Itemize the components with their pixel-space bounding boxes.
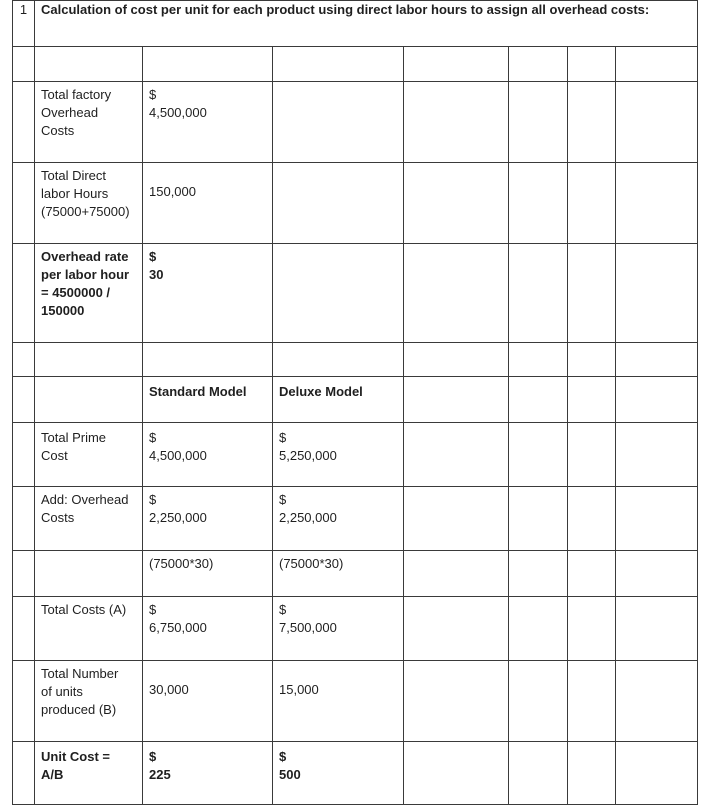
labor-hours-row — [13, 163, 698, 244]
overhead-value: $ 4,500,000 — [143, 82, 273, 163]
units-label: Total Number of units produced (B) — [35, 661, 143, 742]
overhead-costs-row — [13, 487, 698, 551]
overhead-costs-standard: $ 2,250,000 — [143, 487, 273, 551]
overhead-rate-row — [13, 244, 698, 343]
unit-cost-row — [13, 742, 698, 805]
unit-cost-standard: $ 225 — [143, 742, 273, 805]
deluxe-model-header: Deluxe Model — [273, 377, 404, 423]
prime-cost-row — [13, 423, 698, 487]
units-row — [13, 661, 698, 742]
prime-cost-deluxe: $ 5,250,000 — [273, 423, 404, 487]
overhead-calc-deluxe: (75000*30) — [273, 551, 404, 597]
model-header-row — [13, 377, 698, 423]
unit-cost-deluxe: $ 500 — [273, 742, 404, 805]
unit-cost-label: Unit Cost = A/B — [35, 742, 143, 805]
labor-hours-value: 150,000 — [143, 163, 273, 244]
labor-hours-label: Total Direct labor Hours (75000+75000) — [35, 163, 143, 244]
units-standard: 30,000 — [143, 661, 273, 742]
cost-table — [12, 0, 698, 805]
total-costs-standard: $ 6,750,000 — [143, 597, 273, 661]
total-costs-deluxe: $ 7,500,000 — [273, 597, 404, 661]
standard-model-header: Standard Model — [143, 377, 273, 423]
overhead-costs-label: Add: Overhead Costs — [35, 487, 143, 551]
empty-row — [13, 343, 698, 377]
prime-cost-label: Total Prime Cost — [35, 423, 143, 487]
units-deluxe: 15,000 — [273, 661, 404, 742]
row-number: 1 — [13, 1, 35, 47]
overhead-rate-label: Overhead rate per labor hour = 4500000 / 150000 — [35, 244, 143, 343]
table-title: Calculation of cost per unit for each product using direct labor hours to assign all overhead costs: — [35, 1, 698, 47]
empty-row — [13, 47, 698, 82]
total-costs-row — [13, 597, 698, 661]
overhead-rate-value: $ 30 — [143, 244, 273, 343]
prime-cost-standard: $ 4,500,000 — [143, 423, 273, 487]
title-row — [13, 1, 698, 47]
total-costs-label: Total Costs (A) — [35, 597, 143, 661]
overhead-total-row — [13, 82, 698, 163]
overhead-calc-row — [13, 551, 698, 597]
overhead-costs-deluxe: $ 2,250,000 — [273, 487, 404, 551]
overhead-label: Total factory Overhead Costs — [35, 82, 143, 163]
overhead-calc-standard: (75000*30) — [143, 551, 273, 597]
